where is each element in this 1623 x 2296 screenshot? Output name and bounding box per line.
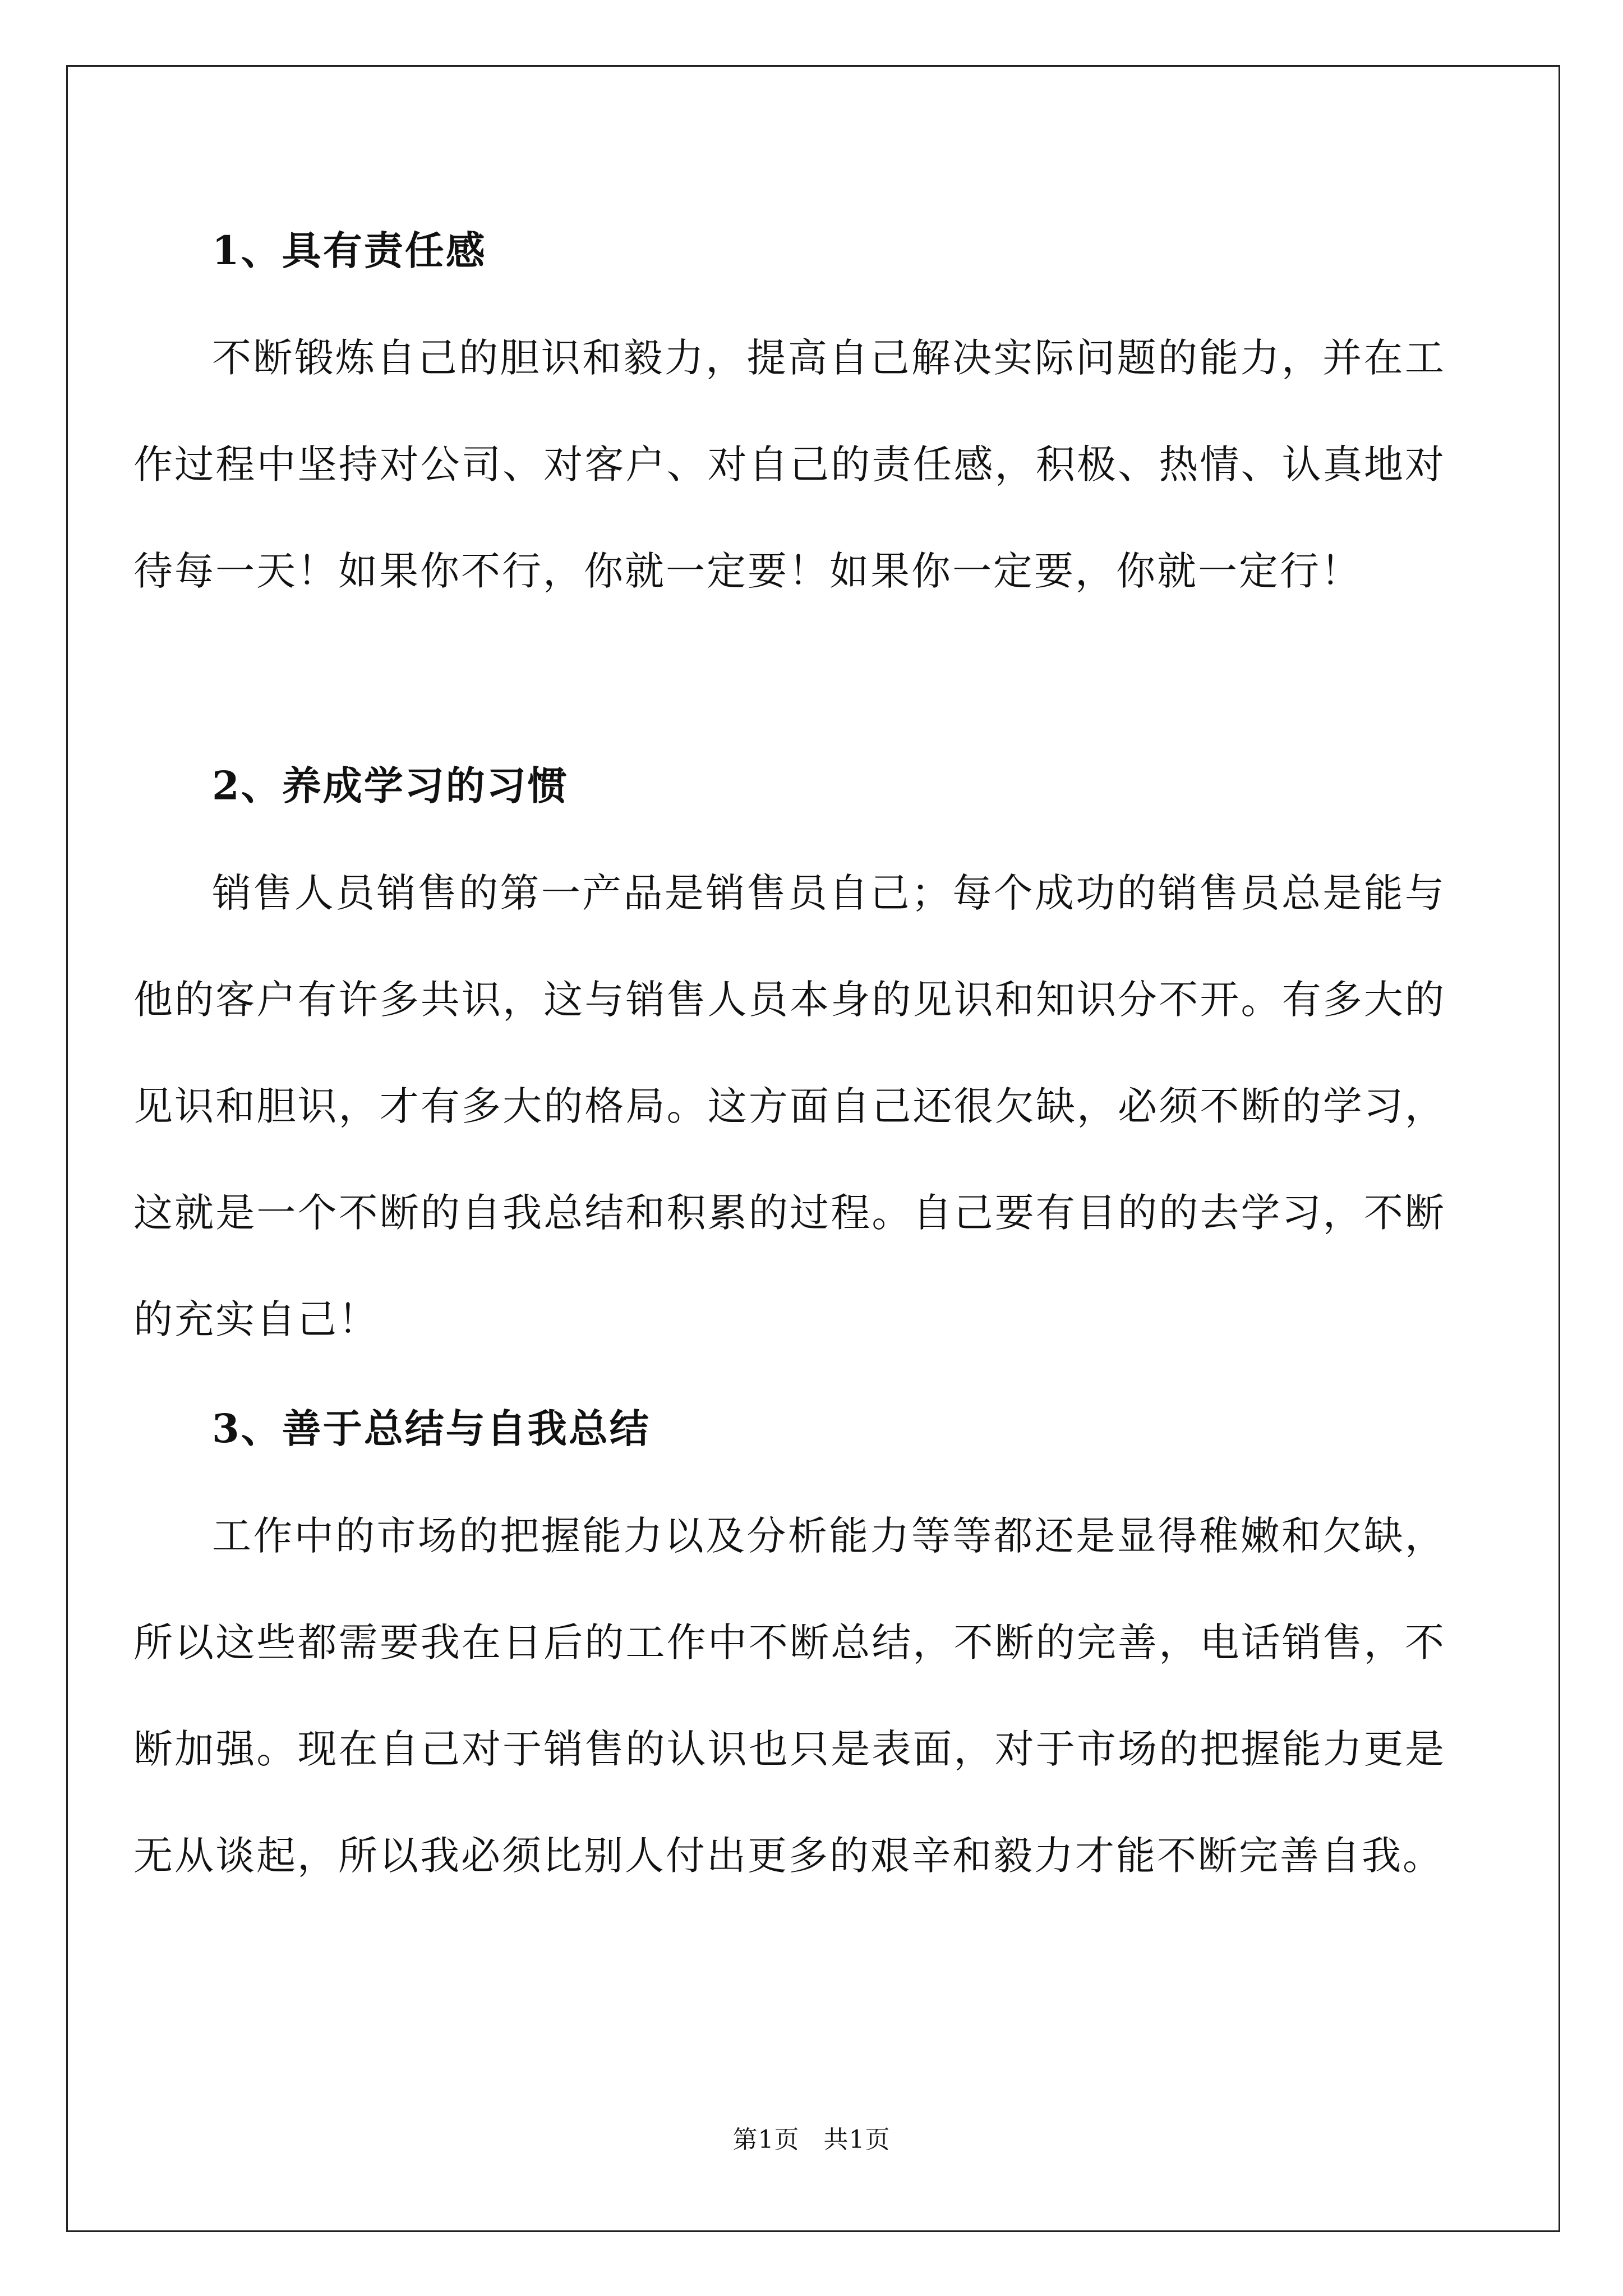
section-paragraph-2: 销售人员销售的第一产品是销售员自己；每个成功的销售员总是能与他的客户有许多共识，这与销售人员本身的见识和知识分不开。有多大的见识和胆识，才有多大的格局。这方面自己还很欠缺，必须不断的学习，这就是一个不断的自我总结和积累的过程。自己要有目的的去学习，不断的充实自己！ — [133, 870, 1446, 1342]
section-heading-3: 3、善于总结与自我总结 — [212, 1405, 651, 1452]
section-paragraph-1: 不断锻炼自己的胆识和毅力，提高自己解决实际问题的能力，并在工作过程中坚持对公司、对客户、对自己的责任感，积极、热情、认真地对待每一天！如果你不行，你就一定要！如果你一定要，你就一定行！ — [133, 335, 1446, 594]
section-paragraph-3: 工作中的市场的把握能力以及分析能力等等都还是显得稚嫩和欠缺，所以这些都需要我在日后的工作中不断总结，不断的完善，电话销售，不断加强。现在自己对于销售的认识也只是表面，对于市场的把握能力更是无从谈起，所以我必须比别人付出更多的艰辛和毅力才能不断完善自我。 — [133, 1513, 1446, 1879]
section-heading-1: 1、具有责任感 — [212, 227, 487, 274]
page-number-total: 共1页 — [823, 2125, 891, 2154]
page-footer — [0, 2123, 1623, 2157]
page-number-current: 第1页 — [732, 2125, 800, 2154]
section-heading-2: 2、养成学习的习惯 — [212, 762, 569, 809]
